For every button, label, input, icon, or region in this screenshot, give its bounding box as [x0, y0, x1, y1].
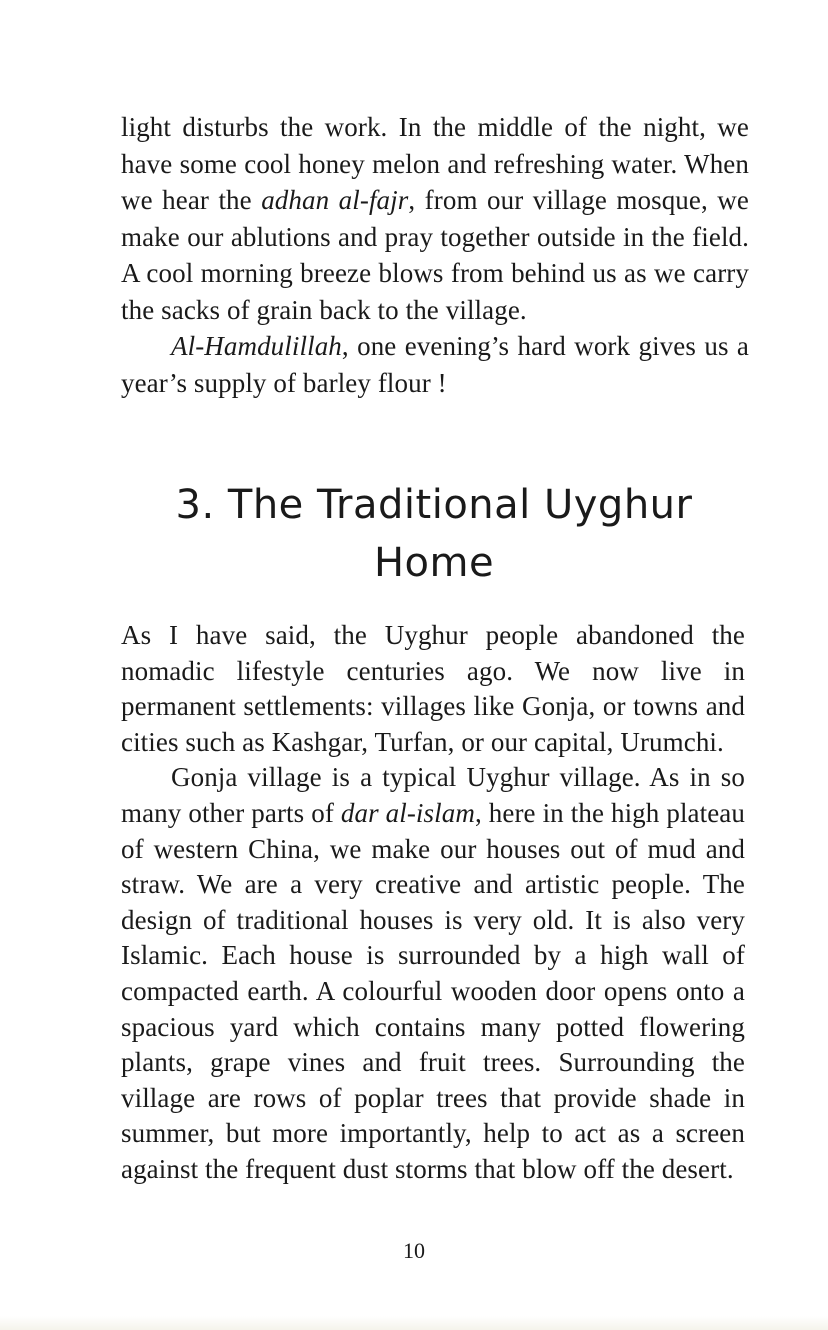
italic-term-adhan: adhan al-fajr [261, 185, 409, 215]
text-run: , here in the high plateau of western China, we make our houses out of mud and straw. We are a very creative and artistic people. The design of traditional houses is very old. It is also very Islamic. Each house is surrounded by a high wall of compacted earth. A colourful wooden door opens onto a spacious yard which contains many potted flowering plants, grape vines and fruit trees. Surrounding the village are rows of poplar trees that provide shade in summer, but more importantly, help to act as a screen against the frequent dust storms that blow off the desert. [121, 797, 745, 1184]
paragraph-gonja-village [121, 760, 745, 1187]
page-number: 10 [403, 1238, 425, 1263]
paragraph-hamdulillah [121, 328, 749, 401]
text-run: , one evening’s hard work gives us a year’s supply of barley flour ! [121, 331, 749, 398]
paragraph-nomadic-lifestyle: As I have said, the Uyghur people abandoned the nomadic lifestyle centuries ago. We now live in permanent settlements: villages like Gonja, or towns and cities such as Kashgar, Turfan, or our capital, Urumchi. [121, 620, 745, 757]
text-run: light disturbs the work. In the middle of the night, we have some cool honey melon and refreshing water. When we hear the [121, 112, 749, 215]
text-run: Gonja village is a typical Uyghur village. As in so many other parts of [121, 762, 745, 828]
chapter-heading-line2: Home [373, 540, 495, 586]
chapter-body-text [121, 618, 745, 1188]
paragraph-harvest-night [121, 109, 749, 328]
italic-term-dar-al-islam: dar al-islam [340, 797, 475, 828]
chapter-heading [100, 476, 768, 592]
italic-term-hamdulillah: Al-Hamdulillah [171, 331, 342, 361]
scan-edge-shading [0, 1316, 828, 1330]
continued-text-block [121, 109, 749, 401]
chapter-heading-line1: 3. The Traditional Uyghur [175, 482, 693, 528]
text-run: , from our village mosque, we make our ablutions and pray together outside in the field. A cool morning breeze blows from behind us as we carry the sacks of grain back to the village. [121, 185, 749, 325]
